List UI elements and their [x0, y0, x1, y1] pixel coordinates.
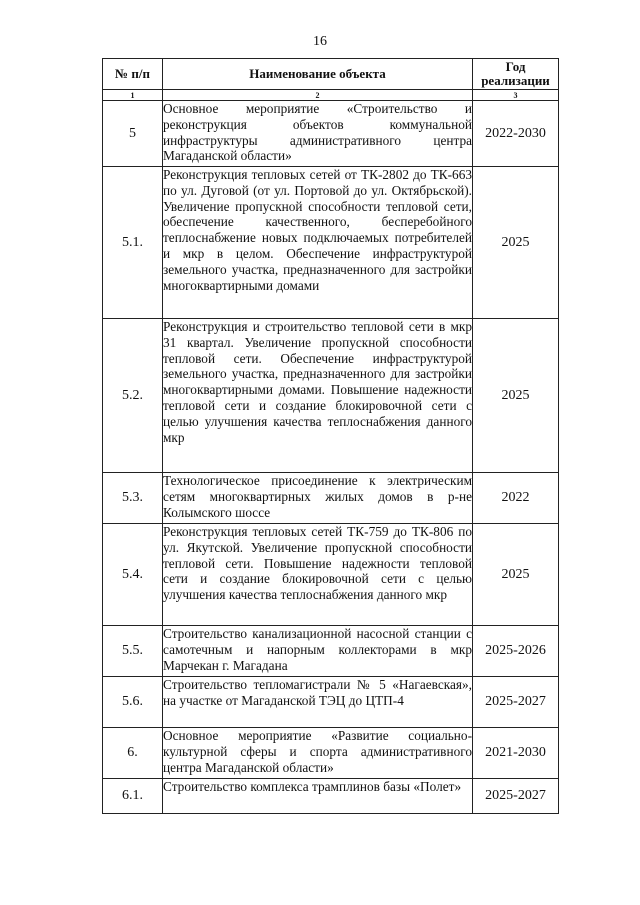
column-number-row [103, 90, 559, 101]
implementation-year: 2025 [473, 524, 559, 626]
object-name: Строительство комплекса трамплинов базы «Полет» [163, 779, 473, 814]
column-number: 3 [473, 90, 559, 101]
header-name: Наименование объекта [163, 59, 473, 90]
table-row [103, 779, 559, 814]
row-number: 5.1. [103, 167, 163, 319]
row-number: 5.6. [103, 677, 163, 728]
table-row [103, 319, 559, 473]
object-name: Реконструкция и строительство тепловой сети в мкр 31 квартал. Увеличение пропускной способности тепловой сети. Обеспечение инфраструктурой земельного участка, предназначенного для застройки многоквартирными домами. Повышение надежности тепловой сети и создание блокировочной сети с целью улучшения качества теплоснабжения данного мкр [163, 319, 473, 473]
object-name: Основное мероприятие «Развитие социально-культурной сферы и спорта административного центра Магаданской области» [163, 728, 473, 779]
object-name: Реконструкция тепловых сетей ТК-759 до ТК-806 по ул. Якутской. Увеличение пропускной способности тепловой сети. Повышение надежности тепловой сети и создание блокировочной сети с целью улучшения качества теплоснабжения данного мкр [163, 524, 473, 626]
header-year-line2: реализации [481, 73, 550, 88]
table-row [103, 167, 559, 319]
row-number: 6.1. [103, 779, 163, 814]
table-row [103, 101, 559, 167]
object-name: Технологическое присоединение к электрическим сетям многоквартирных жилых домов в р-не Колымского шоссе [163, 473, 473, 524]
row-number: 6. [103, 728, 163, 779]
implementation-year: 2025 [473, 167, 559, 319]
implementation-year: 2022-2030 [473, 101, 559, 167]
implementation-year: 2025-2027 [473, 779, 559, 814]
row-number: 5 [103, 101, 163, 167]
table-row [103, 677, 559, 728]
table-row [103, 524, 559, 626]
header-year [473, 59, 559, 90]
object-name: Основное мероприятие «Строительство и реконструкция объектов коммунальной инфраструктуры административного центра Магаданской области» [163, 101, 473, 167]
row-number: 5.3. [103, 473, 163, 524]
table-header-row [103, 59, 559, 90]
object-name: Строительство канализационной насосной станции с самотечным и напорным коллекторами в мкр Марчекан г. Магадана [163, 626, 473, 677]
header-num: № п/п [103, 59, 163, 90]
implementation-year: 2021-2030 [473, 728, 559, 779]
objects-table [102, 58, 559, 814]
page-number: 16 [313, 34, 327, 49]
row-number: 5.2. [103, 319, 163, 473]
row-number: 5.4. [103, 524, 163, 626]
table-row [103, 728, 559, 779]
table-row [103, 473, 559, 524]
table-row [103, 626, 559, 677]
column-number: 2 [163, 90, 473, 101]
header-year-line1: Год [505, 59, 526, 74]
implementation-year: 2025 [473, 319, 559, 473]
implementation-year: 2025-2026 [473, 626, 559, 677]
row-number: 5.5. [103, 626, 163, 677]
implementation-year: 2022 [473, 473, 559, 524]
object-name: Реконструкция тепловых сетей от ТК-2802 до ТК-663 по ул. Дуговой (от ул. Портовой до ул. Октябрьской). Увеличение пропускной способности тепловой сети, обеспечение качественного, бесперебойного теплоснабжение новых подключаемых потребителей и мкр в целом. Обеспечение инфраструктурой земельного участка, предназначенного для застройки многоквартирными домами [163, 167, 473, 319]
object-name: Строительство тепломагистрали № 5 «Нагаевская», на участке от Магаданской ТЭЦ до ЦТП-4 [163, 677, 473, 728]
implementation-year: 2025-2027 [473, 677, 559, 728]
column-number: 1 [103, 90, 163, 101]
